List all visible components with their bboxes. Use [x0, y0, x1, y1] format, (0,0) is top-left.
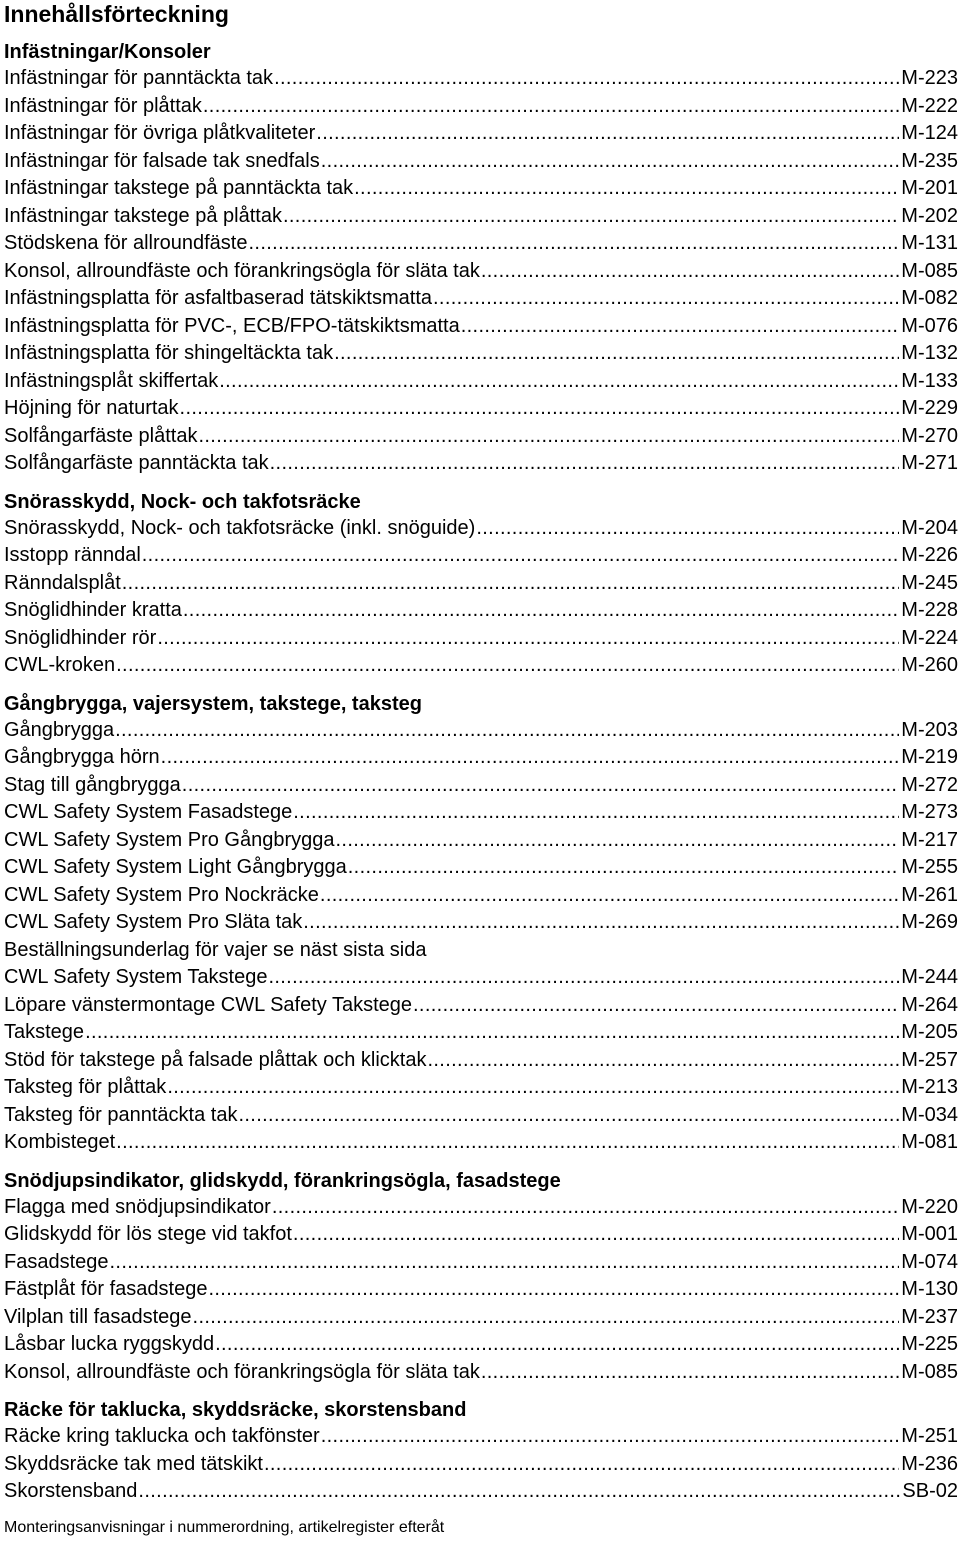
toc-entry-label: Taksteg för plåttak — [4, 1076, 167, 1098]
toc-entry-code: M-219 — [901, 746, 958, 768]
toc-entry-label: Snöglidhinder rör — [4, 626, 157, 649]
dot-leader — [354, 175, 899, 203]
toc-entry-label: Stag till gångbrygga — [4, 773, 181, 796]
toc-entry-label: Infästningsplatta för PVC-, ECB/FPO-tätskiktsmatta — [4, 314, 460, 337]
toc-entry-label: CWL Safety System Pro Gångbrygga — [4, 828, 335, 851]
toc-entry[interactable] — [4, 120, 958, 148]
dot-leader — [481, 1359, 899, 1387]
section-note: Beställningsunderlag för vajer se näst sista sida — [4, 938, 427, 961]
toc-entry[interactable] — [4, 1019, 958, 1047]
dot-leader — [427, 1047, 899, 1075]
toc-entry[interactable] — [4, 1478, 958, 1506]
toc-entry-code: M-131 — [901, 232, 958, 254]
dot-leader — [264, 1451, 899, 1479]
toc-entry-label: CWL Safety System Pro Nockräcke — [4, 883, 319, 906]
toc-entry[interactable] — [4, 827, 958, 855]
toc-entry-label: Infästningar takstege på panntäckta tak — [4, 177, 354, 199]
toc-entry-label: Snöglidhinder kratta — [4, 599, 182, 621]
toc-entry-label: Gångbrygga — [4, 718, 115, 741]
toc-entry-label: Stödskena för allroundfäste — [4, 232, 248, 254]
dot-leader — [321, 1423, 900, 1451]
dot-leader — [142, 542, 900, 570]
toc-entry-label: Kombisteget — [4, 1131, 116, 1153]
toc-entry-code: M-130 — [901, 1278, 958, 1300]
toc-entry-label: Takstege — [4, 1021, 85, 1043]
toc-entry[interactable] — [4, 175, 958, 203]
toc-entry[interactable] — [4, 1304, 958, 1332]
toc-entry[interactable] — [4, 597, 958, 625]
toc-entry[interactable] — [4, 368, 958, 396]
footer-note: Monteringsanvisningar i nummerordning, artikelregister efteråt — [4, 1519, 445, 1536]
toc-entry-label: Gångbrygga hörn — [4, 746, 160, 768]
toc-entry-label: Konsol, allroundfäste och förankringsögla för släta tak — [4, 259, 480, 282]
toc-entry[interactable] — [4, 1047, 958, 1075]
toc-entry-label: CWL Safety System Fasadstege — [4, 801, 293, 823]
dot-leader — [116, 1129, 899, 1157]
toc-entry-label: Snörasskydd, Nock- och takfotsräcke (inkl. snöguide) — [4, 516, 476, 539]
toc-entry[interactable] — [4, 148, 958, 176]
dot-leader — [157, 625, 899, 653]
toc-section — [4, 38, 958, 478]
toc-entry[interactable] — [4, 542, 958, 570]
toc-entry[interactable] — [4, 1194, 958, 1222]
toc-entry-code: M-235 — [901, 149, 958, 172]
toc-entry[interactable] — [4, 230, 958, 258]
toc-entry[interactable] — [4, 93, 958, 121]
toc-entry-label: Ränndalsplåt — [4, 571, 121, 594]
toc-section — [4, 1396, 958, 1506]
dot-leader — [122, 570, 900, 598]
toc-entry-label: Fästplåt för fasadstege — [4, 1278, 208, 1300]
toc-entry-label: Infästningsplatta för shingeltäckta tak — [4, 342, 334, 364]
dot-leader — [481, 258, 899, 286]
toc-entry-code: M-034 — [901, 1103, 958, 1126]
toc-entry[interactable] — [4, 909, 958, 937]
toc-entry-code: M-222 — [901, 94, 958, 117]
dot-leader — [320, 882, 899, 910]
toc-entry[interactable] — [4, 450, 958, 478]
toc-entry-code: M-133 — [901, 369, 958, 392]
toc-entry-label: Infästningar takstege på plåttak — [4, 204, 282, 227]
toc-page — [4, 0, 958, 1506]
toc-entry-label: CWL-kroken — [4, 654, 116, 676]
toc-entry-code: M-228 — [901, 599, 958, 621]
toc-entry-label: Solfångarfäste plåttak — [4, 424, 198, 447]
toc-entry-label: Isstopp ränndal — [4, 544, 141, 566]
toc-entry-label: Stöd för takstege på falsade plåttak och klicktak — [4, 1048, 427, 1071]
toc-entry-code: M-223 — [901, 67, 958, 89]
dot-leader — [219, 368, 899, 396]
toc-entry[interactable] — [4, 340, 958, 368]
toc-entry-code: M-264 — [901, 993, 958, 1016]
dot-leader — [161, 744, 900, 772]
section-heading: Räcke för taklucka, skyddsräcke, skorstensband — [4, 1399, 467, 1421]
toc-entry-code: M-081 — [901, 1131, 958, 1153]
toc-entry[interactable] — [4, 1451, 958, 1479]
toc-entry-label: Glidskydd för lös stege vid takfot — [4, 1223, 292, 1245]
toc-entry[interactable] — [4, 285, 958, 313]
toc-entry-label: Fasadstege — [4, 1250, 109, 1273]
toc-entry-code: M-255 — [901, 856, 958, 878]
toc-entry[interactable] — [4, 1221, 958, 1249]
toc-entry-code: M-269 — [901, 911, 958, 933]
toc-entry[interactable] — [4, 799, 958, 827]
toc-entry-code: M-085 — [901, 259, 958, 282]
dot-leader — [138, 1478, 900, 1506]
toc-entry-code: SB-02 — [902, 1480, 958, 1502]
toc-entry-label: Flagga med snödjupsindikator — [4, 1195, 271, 1218]
toc-entry[interactable] — [4, 258, 958, 286]
toc-entry-code: M-203 — [901, 718, 958, 741]
toc-entry[interactable] — [4, 964, 958, 992]
toc-entry[interactable] — [4, 570, 958, 598]
toc-entry-label: Infästningar för falsade tak snedfals — [4, 149, 320, 172]
toc-entry-code: M-225 — [901, 1333, 958, 1355]
section-heading: Snödjupsindikator, glidskydd, förankringsögla, fasadstege — [4, 1169, 561, 1192]
toc-entry-label: Infästningar för panntäckta tak — [4, 67, 274, 89]
toc-entry-code: M-217 — [901, 828, 958, 851]
dot-leader — [334, 340, 899, 368]
toc-entry[interactable] — [4, 1359, 958, 1387]
toc-entry-code: M-251 — [901, 1425, 958, 1447]
toc-entry-code: M-272 — [901, 773, 958, 796]
dot-leader — [215, 1331, 899, 1359]
toc-entry-code: M-271 — [901, 452, 958, 474]
toc-entry-label: Låsbar lucka ryggskydd — [4, 1333, 215, 1355]
toc-entry-code: M-229 — [901, 397, 958, 419]
dot-leader — [336, 827, 900, 855]
toc-entry[interactable] — [4, 1423, 958, 1451]
toc-entry-code: M-270 — [901, 424, 958, 447]
dot-leader — [167, 1074, 899, 1102]
toc-entry-code: M-244 — [901, 966, 958, 988]
toc-entry-label: Skorstensband — [4, 1480, 138, 1502]
dot-leader — [182, 772, 900, 800]
toc-section — [4, 1167, 958, 1387]
section-heading: Infästningar/Konsoler — [4, 41, 211, 63]
toc-entry-label: Solfångarfäste panntäckta tak — [4, 452, 269, 474]
toc-entry[interactable] — [4, 515, 958, 543]
toc-entry-label: Löpare vänstermontage CWL Safety Takstege — [4, 993, 413, 1016]
dot-leader — [183, 597, 899, 625]
toc-entry[interactable] — [4, 652, 958, 680]
toc-entry-label: Infästningsplåt skiffertak — [4, 369, 219, 392]
dot-leader — [293, 1221, 899, 1249]
dot-leader — [268, 964, 899, 992]
toc-entry[interactable] — [4, 717, 958, 745]
toc-entry[interactable] — [4, 1129, 958, 1157]
dot-leader — [110, 1249, 900, 1277]
dot-leader — [293, 799, 899, 827]
toc-entry-code: M-205 — [901, 1021, 958, 1043]
toc-entry-label: CWL Safety System Pro Släta tak — [4, 911, 303, 933]
dot-leader — [249, 230, 900, 258]
toc-entry-label: Infästningsplatta för asfaltbaserad tätskiktsmatta — [4, 287, 432, 309]
dot-leader — [116, 652, 899, 680]
toc-entry-code: M-245 — [901, 571, 958, 594]
dot-leader — [476, 515, 899, 543]
toc-entry-code: M-085 — [901, 1360, 958, 1383]
toc-entry-label: Vilplan till fasadstege — [4, 1305, 192, 1328]
toc-entry-code: M-204 — [901, 516, 958, 539]
dot-leader — [461, 313, 900, 341]
toc-entry-label: Räcke kring taklucka och takfönster — [4, 1425, 320, 1447]
toc-entry[interactable] — [4, 203, 958, 231]
page-title: Innehållsförteckning — [4, 1, 229, 27]
dot-leader — [208, 1276, 899, 1304]
toc-entry-code: M-213 — [901, 1076, 958, 1098]
dot-leader — [272, 1194, 899, 1222]
dot-leader — [321, 148, 900, 176]
toc-entry[interactable] — [4, 65, 958, 93]
toc-entry-code: M-237 — [901, 1305, 958, 1328]
toc-entry-label: CWL Safety System Takstege — [4, 966, 268, 988]
toc-entry-code: M-202 — [901, 204, 958, 227]
dot-leader — [270, 450, 900, 478]
toc-entry-code: M-220 — [901, 1195, 958, 1218]
toc-entry-label: Skyddsräcke tak med tätskikt — [4, 1452, 263, 1475]
toc-entry-code: M-132 — [901, 342, 958, 364]
toc-entry[interactable] — [4, 772, 958, 800]
toc-entry-code: M-224 — [901, 626, 958, 649]
toc-entry-code: M-074 — [901, 1250, 958, 1273]
toc-sections — [4, 38, 958, 1506]
toc-entry[interactable] — [4, 1249, 958, 1277]
dot-leader — [238, 1102, 899, 1130]
toc-entry[interactable] — [4, 1102, 958, 1130]
toc-entry-code: M-076 — [901, 314, 958, 337]
dot-leader — [193, 1304, 900, 1332]
toc-entry-label: Infästningar för övriga plåtkvaliteter — [4, 122, 316, 144]
toc-entry-code: M-226 — [901, 544, 958, 566]
dot-leader — [303, 909, 899, 937]
dot-leader — [198, 423, 899, 451]
dot-leader — [348, 854, 900, 882]
toc-entry[interactable] — [4, 1074, 958, 1102]
section-heading: Snörasskydd, Nock- och takfotsräcke — [4, 490, 361, 513]
section-heading: Gångbrygga, vajersystem, takstege, taksteg — [4, 692, 422, 715]
dot-leader — [274, 65, 899, 93]
toc-entry[interactable] — [4, 1331, 958, 1359]
toc-section — [4, 690, 958, 1157]
toc-entry-code: M-201 — [901, 177, 958, 199]
dot-leader — [316, 120, 899, 148]
toc-entry-code: M-082 — [901, 287, 958, 309]
toc-entry[interactable] — [4, 625, 958, 653]
toc-entry-label: Konsol, allroundfäste och förankringsögla för släta tak — [4, 1360, 480, 1383]
dot-leader — [85, 1019, 899, 1047]
toc-section — [4, 488, 958, 680]
toc-entry-code: M-124 — [901, 122, 958, 144]
toc-entry[interactable] — [4, 1276, 958, 1304]
toc-entry[interactable] — [4, 395, 958, 423]
dot-leader — [115, 717, 899, 745]
toc-entry-label: Taksteg för panntäckta tak — [4, 1103, 238, 1126]
toc-entry-code: M-260 — [901, 654, 958, 676]
dot-leader — [203, 93, 899, 121]
toc-entry-code: M-001 — [901, 1223, 958, 1245]
toc-entry-code: M-273 — [901, 801, 958, 823]
dot-leader — [413, 992, 899, 1020]
toc-entry-code: M-236 — [901, 1452, 958, 1475]
toc-entry[interactable] — [4, 423, 958, 451]
dot-leader — [283, 203, 899, 231]
dot-leader — [180, 395, 900, 423]
toc-entry[interactable] — [4, 992, 958, 1020]
toc-entry[interactable] — [4, 854, 958, 882]
toc-entry-label: Höjning för naturtak — [4, 397, 179, 419]
toc-entry[interactable] — [4, 882, 958, 910]
toc-entry-label: Infästningar för plåttak — [4, 94, 202, 117]
toc-entry-code: M-257 — [901, 1048, 958, 1071]
toc-entry[interactable] — [4, 313, 958, 341]
toc-entry-label: CWL Safety System Light Gångbrygga — [4, 856, 347, 878]
toc-entry-code: M-261 — [901, 883, 958, 906]
toc-entry[interactable] — [4, 744, 958, 772]
dot-leader — [433, 285, 899, 313]
